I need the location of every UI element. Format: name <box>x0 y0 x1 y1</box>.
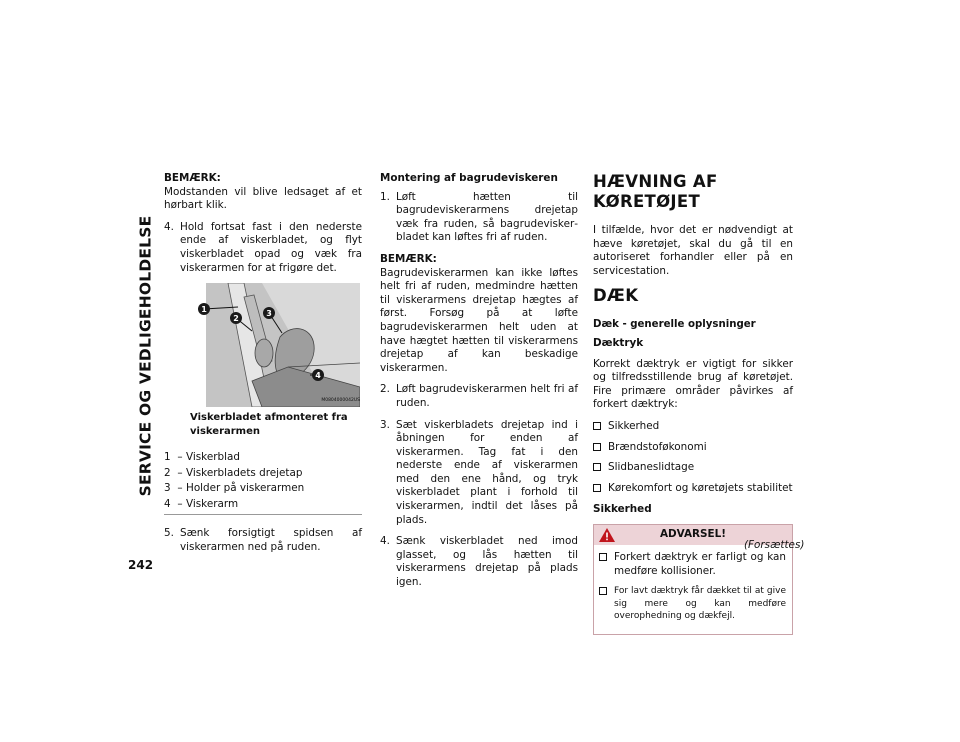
legend-item <box>164 450 362 466</box>
step-2 <box>380 383 578 410</box>
note-text: Bagrudeviskerarmen kan ikke løftes helt fri af ruden, medmindre hætten til viskerarmens drejetap hægtes af først. Forsøg på at løfte bagrudeviskerarmen helt uden at have hægtet hætten til viskerarmens drejetap af kan beskadige viskerarmen. <box>380 266 578 374</box>
note-label: BEMÆRK: <box>380 252 437 265</box>
legend-number: 1 <box>164 451 171 464</box>
step-text: Løft hætten til bagrudeviskerarmens drejetap væk fra ruden, så bagrudeviskerbladet kan løftes fri af ruden. <box>396 190 578 244</box>
legend-item <box>164 466 362 482</box>
step-text: Løft bagrudeviskerarmen helt fri af ruden. <box>396 383 578 409</box>
callout-1 <box>198 303 210 315</box>
legend-label: Holder på viskerarmen <box>186 482 305 495</box>
legend-number: 4 <box>164 497 171 510</box>
legend-number: 3 <box>164 482 171 495</box>
step-4 <box>380 535 578 589</box>
svg-text:3: 3 <box>266 309 272 319</box>
heading-raising-vehicle: HÆVNING AF KØRETØJET <box>593 172 718 211</box>
step-number: 4. <box>164 220 174 233</box>
step-text: Sænk viskerbladet ned imod glasset, og lås hætten til viskerarmens drejetap på plads igen. <box>396 535 578 589</box>
warning-body <box>594 545 792 634</box>
step-3 <box>380 419 578 528</box>
svg-text:1: 1 <box>201 305 207 315</box>
legend-item <box>164 481 362 497</box>
square-bullet-icon <box>593 463 601 471</box>
step-number: 3. <box>380 418 390 431</box>
square-bullet-icon <box>593 443 601 451</box>
square-bullet-icon <box>599 587 607 595</box>
svg-text:2: 2 <box>233 314 239 324</box>
warning-title: ADVARSEL! <box>660 528 726 541</box>
warning-item-text: For lavt dæktryk får dækket til at give sig mere og kan medføre overophedning og dækfejl. <box>614 586 786 622</box>
tire-pressure-text: Korrekt dæktryk er vigtigt for sikker og tilfredsstillende brug af køretøjet. Fire primære områder påvirkes af forkert dæktryk: <box>593 357 793 411</box>
wiper-illustration <box>192 283 360 407</box>
page-number: 242 <box>128 558 154 572</box>
list-item <box>593 420 793 434</box>
callout-4 <box>312 369 324 381</box>
step-number: 5. <box>164 527 174 540</box>
step-number: 1. <box>380 190 390 203</box>
legend-dash: – <box>177 482 183 495</box>
legend-label: Viskerblad <box>186 451 240 464</box>
side-section-title <box>134 160 156 552</box>
legend-dash: – <box>177 451 183 464</box>
column-1 <box>164 172 362 563</box>
figure-caption: Viskerbladet afmonteret fra viskerarmen <box>190 412 348 437</box>
figure-legend <box>164 450 362 515</box>
subheading-tires-general: Dæk - generelle oplysninger <box>593 319 756 331</box>
subheading-tire-pressure: Dæktryk <box>593 336 644 349</box>
legend-dash: – <box>177 497 183 510</box>
step-number: 2. <box>380 383 390 396</box>
list-item <box>599 551 786 578</box>
step-text: Hold fortsat fast i den nederste ende af viskerbladet, og flyt viskerbladet opad og væk fra viskerarmen for at frigøre det. <box>180 220 362 274</box>
callout-3 <box>263 307 275 319</box>
step-number: 4. <box>380 535 390 548</box>
note-text: Modstanden vil blive ledsaget af et hørbart klik. <box>164 185 362 212</box>
figure-code: M0804000042US <box>321 397 360 403</box>
list-item <box>593 482 793 496</box>
side-section-title-text: SERVICE OG VEDLIGEHOLDELSE <box>136 215 155 497</box>
list-item <box>593 461 793 475</box>
section-heading: Montering af bagrudeviskeren <box>380 172 558 184</box>
square-bullet-icon <box>593 484 601 492</box>
list-item <box>599 585 786 623</box>
svg-text:4: 4 <box>315 371 321 381</box>
bullet-list <box>593 420 793 495</box>
legend-label: Viskerbladets drejetap <box>186 466 303 479</box>
square-bullet-icon <box>599 553 607 561</box>
warning-item-text: Forkert dæktryk er farligt og kan medføre kollisioner. <box>614 550 786 577</box>
list-item <box>593 441 793 455</box>
legend-item <box>164 497 362 513</box>
legend-label: Viskerarm <box>186 497 239 510</box>
column-2 <box>380 172 578 598</box>
column-3 <box>593 172 793 635</box>
warning-triangle-icon <box>598 527 616 543</box>
step-5 <box>164 527 362 554</box>
wiper-figure <box>192 283 360 407</box>
square-bullet-icon <box>593 422 601 430</box>
list-item-text: Slidbaneslidtage <box>608 461 695 474</box>
list-item-text: Brændstoføkonomi <box>608 440 707 453</box>
heading-tires: DÆK <box>593 286 639 306</box>
list-item-text: Sikkerhed <box>608 419 660 432</box>
callout-2 <box>230 312 242 324</box>
note-label: BEMÆRK: <box>164 172 221 184</box>
raising-vehicle-text: I tilfælde, hvor det er nødvendigt at hæve køretøjet, skal du gå til en autoriseret forhandler eller på en servicestation. <box>593 224 793 277</box>
step-4 <box>164 221 362 275</box>
step-text: Sæt viskerbladets drejetap ind i åbningen for enden af viskerarmen. Tag fat i den nederste ende af viskerarmen med den ene hånd, og tryk viskerbladet plant i forhold til viskerarmen, indtil det låses på plads. <box>396 418 578 526</box>
subheading-safety: Sikkerhed <box>593 503 652 516</box>
continued-note: (Forsættes) <box>744 539 805 551</box>
legend-dash: – <box>177 466 183 479</box>
legend-number: 2 <box>164 466 171 479</box>
step-text: Sænk forsigtigt spidsen af viskerarmen ned på ruden. <box>180 527 362 553</box>
step-1 <box>380 191 578 245</box>
list-item-text: Kørekomfort og køretøjets stabilitet <box>608 481 793 494</box>
